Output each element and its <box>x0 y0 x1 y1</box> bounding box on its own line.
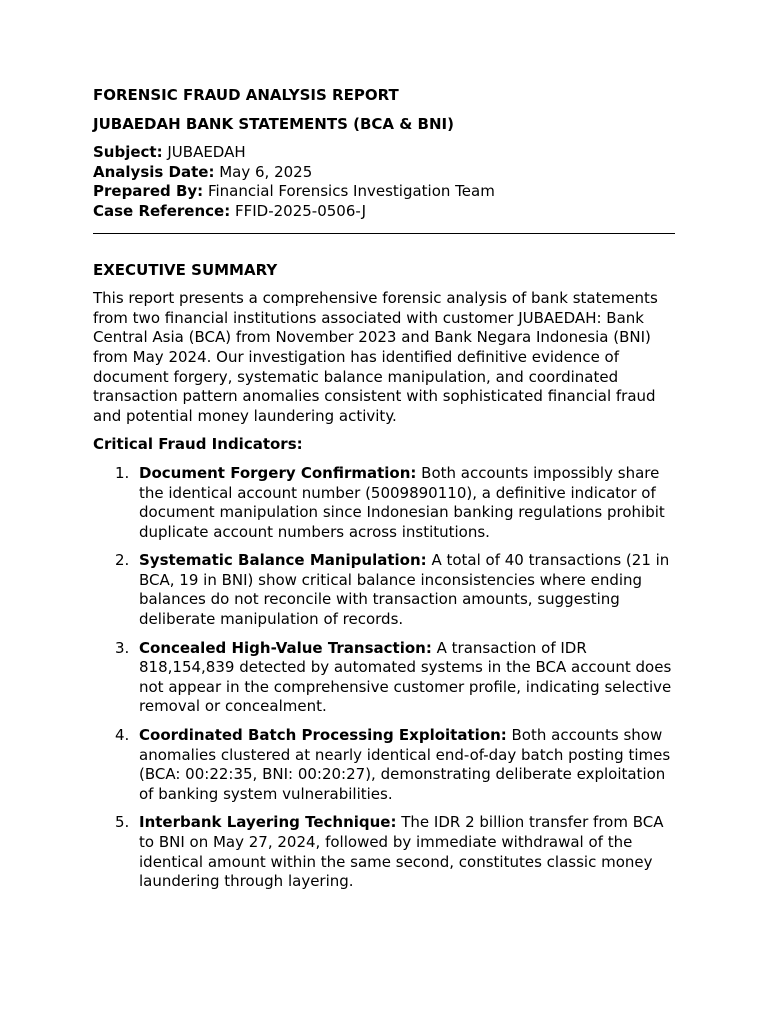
meta-label: Prepared By: <box>93 182 204 201</box>
list-item-number: 3. <box>115 638 130 657</box>
meta-label: Subject: <box>93 143 163 162</box>
list-item <box>93 813 674 891</box>
meta-value: May 6, 2025 <box>214 162 313 181</box>
report-title: FORENSIC FRAUD ANALYSIS REPORT <box>93 86 399 104</box>
report-subtitle: JUBAEDAH BANK STATEMENTS (BCA & BNI) <box>93 114 454 133</box>
list-item-number: 2. <box>115 551 130 570</box>
list-item-number: 1. <box>115 463 130 482</box>
list-item-title: Concealed High-Value Transaction: <box>139 638 432 657</box>
list-item-text: Both accounts show anomalies clustered at nearly identical end-of-day batch posting times (BCA: 00:22:35, BNI: 00:20:27), demonstrating deliberate exploitation of banking system vulnerabilities. <box>139 726 671 803</box>
meta-value: Financial Forensics Investigation Team <box>203 182 495 201</box>
list-item <box>93 464 674 542</box>
meta-case-reference <box>93 202 675 222</box>
list-item-title: Interbank Layering Technique: <box>139 813 397 832</box>
list-item-title: Coordinated Batch Processing Exploitation: <box>139 726 507 745</box>
executive-summary-paragraph: This report presents a comprehensive forensic analysis of bank statements from two financial institutions associated with customer JUBAEDAH: Bank Central Asia (BCA) from November 2023 and Bank Negara Indonesia (BNI) from May 2024. Our investigation has identified definitive evidence of document forgery, systematic balance manipulation, and coordinated transaction pattern anomalies consistent with sophisticated financial fraud and potential money laundering activity. <box>93 289 658 425</box>
list-item-text: Both accounts impossibly share the identical account number (5009890110), a definitive indicator of document manipulation since Indonesian banking regulations prohibit duplicate account numbers across institutions. <box>139 463 665 541</box>
fraud-indicators-heading: Critical Fraud Indicators: <box>93 435 303 454</box>
executive-summary-heading: EXECUTIVE SUMMARY <box>93 260 278 279</box>
list-item-title: Systematic Balance Manipulation: <box>139 551 427 570</box>
horizontal-divider <box>93 233 675 234</box>
list-item-number: 4. <box>115 726 130 745</box>
list-item-text: A total of 40 transactions (21 in BCA, 19 in BNI) show critical balance inconsistencies where ending balances do not reconcile with transaction amounts, suggesting deliberate manipulation of records. <box>139 551 670 629</box>
list-item <box>93 551 674 629</box>
list-item-title: Document Forgery Confirmation: <box>139 463 417 482</box>
meta-label: Analysis Date: <box>93 162 215 181</box>
meta-analysis-date <box>93 163 675 183</box>
fraud-indicators-list <box>93 464 675 892</box>
list-item-text: The IDR 2 billion transfer from BCA to BNI on May 27, 2024, followed by immediate withdrawal of the identical amount within the same second, constitutes classic money laundering through layering. <box>139 813 664 891</box>
list-item <box>93 639 674 717</box>
report-metadata <box>93 143 675 221</box>
meta-subject <box>93 143 675 163</box>
meta-value: JUBAEDAH <box>162 143 246 162</box>
meta-label: Case Reference: <box>93 201 231 220</box>
list-item-number: 5. <box>115 813 130 832</box>
meta-prepared-by <box>93 182 675 202</box>
list-item <box>93 726 674 804</box>
list-item-text: A transaction of IDR 818,154,839 detected by automated systems in the BCA account does not appear in the comprehensive customer profile, indicating selective removal or concealment. <box>139 638 672 716</box>
meta-value: FFID-2025-0506-J <box>230 201 367 220</box>
